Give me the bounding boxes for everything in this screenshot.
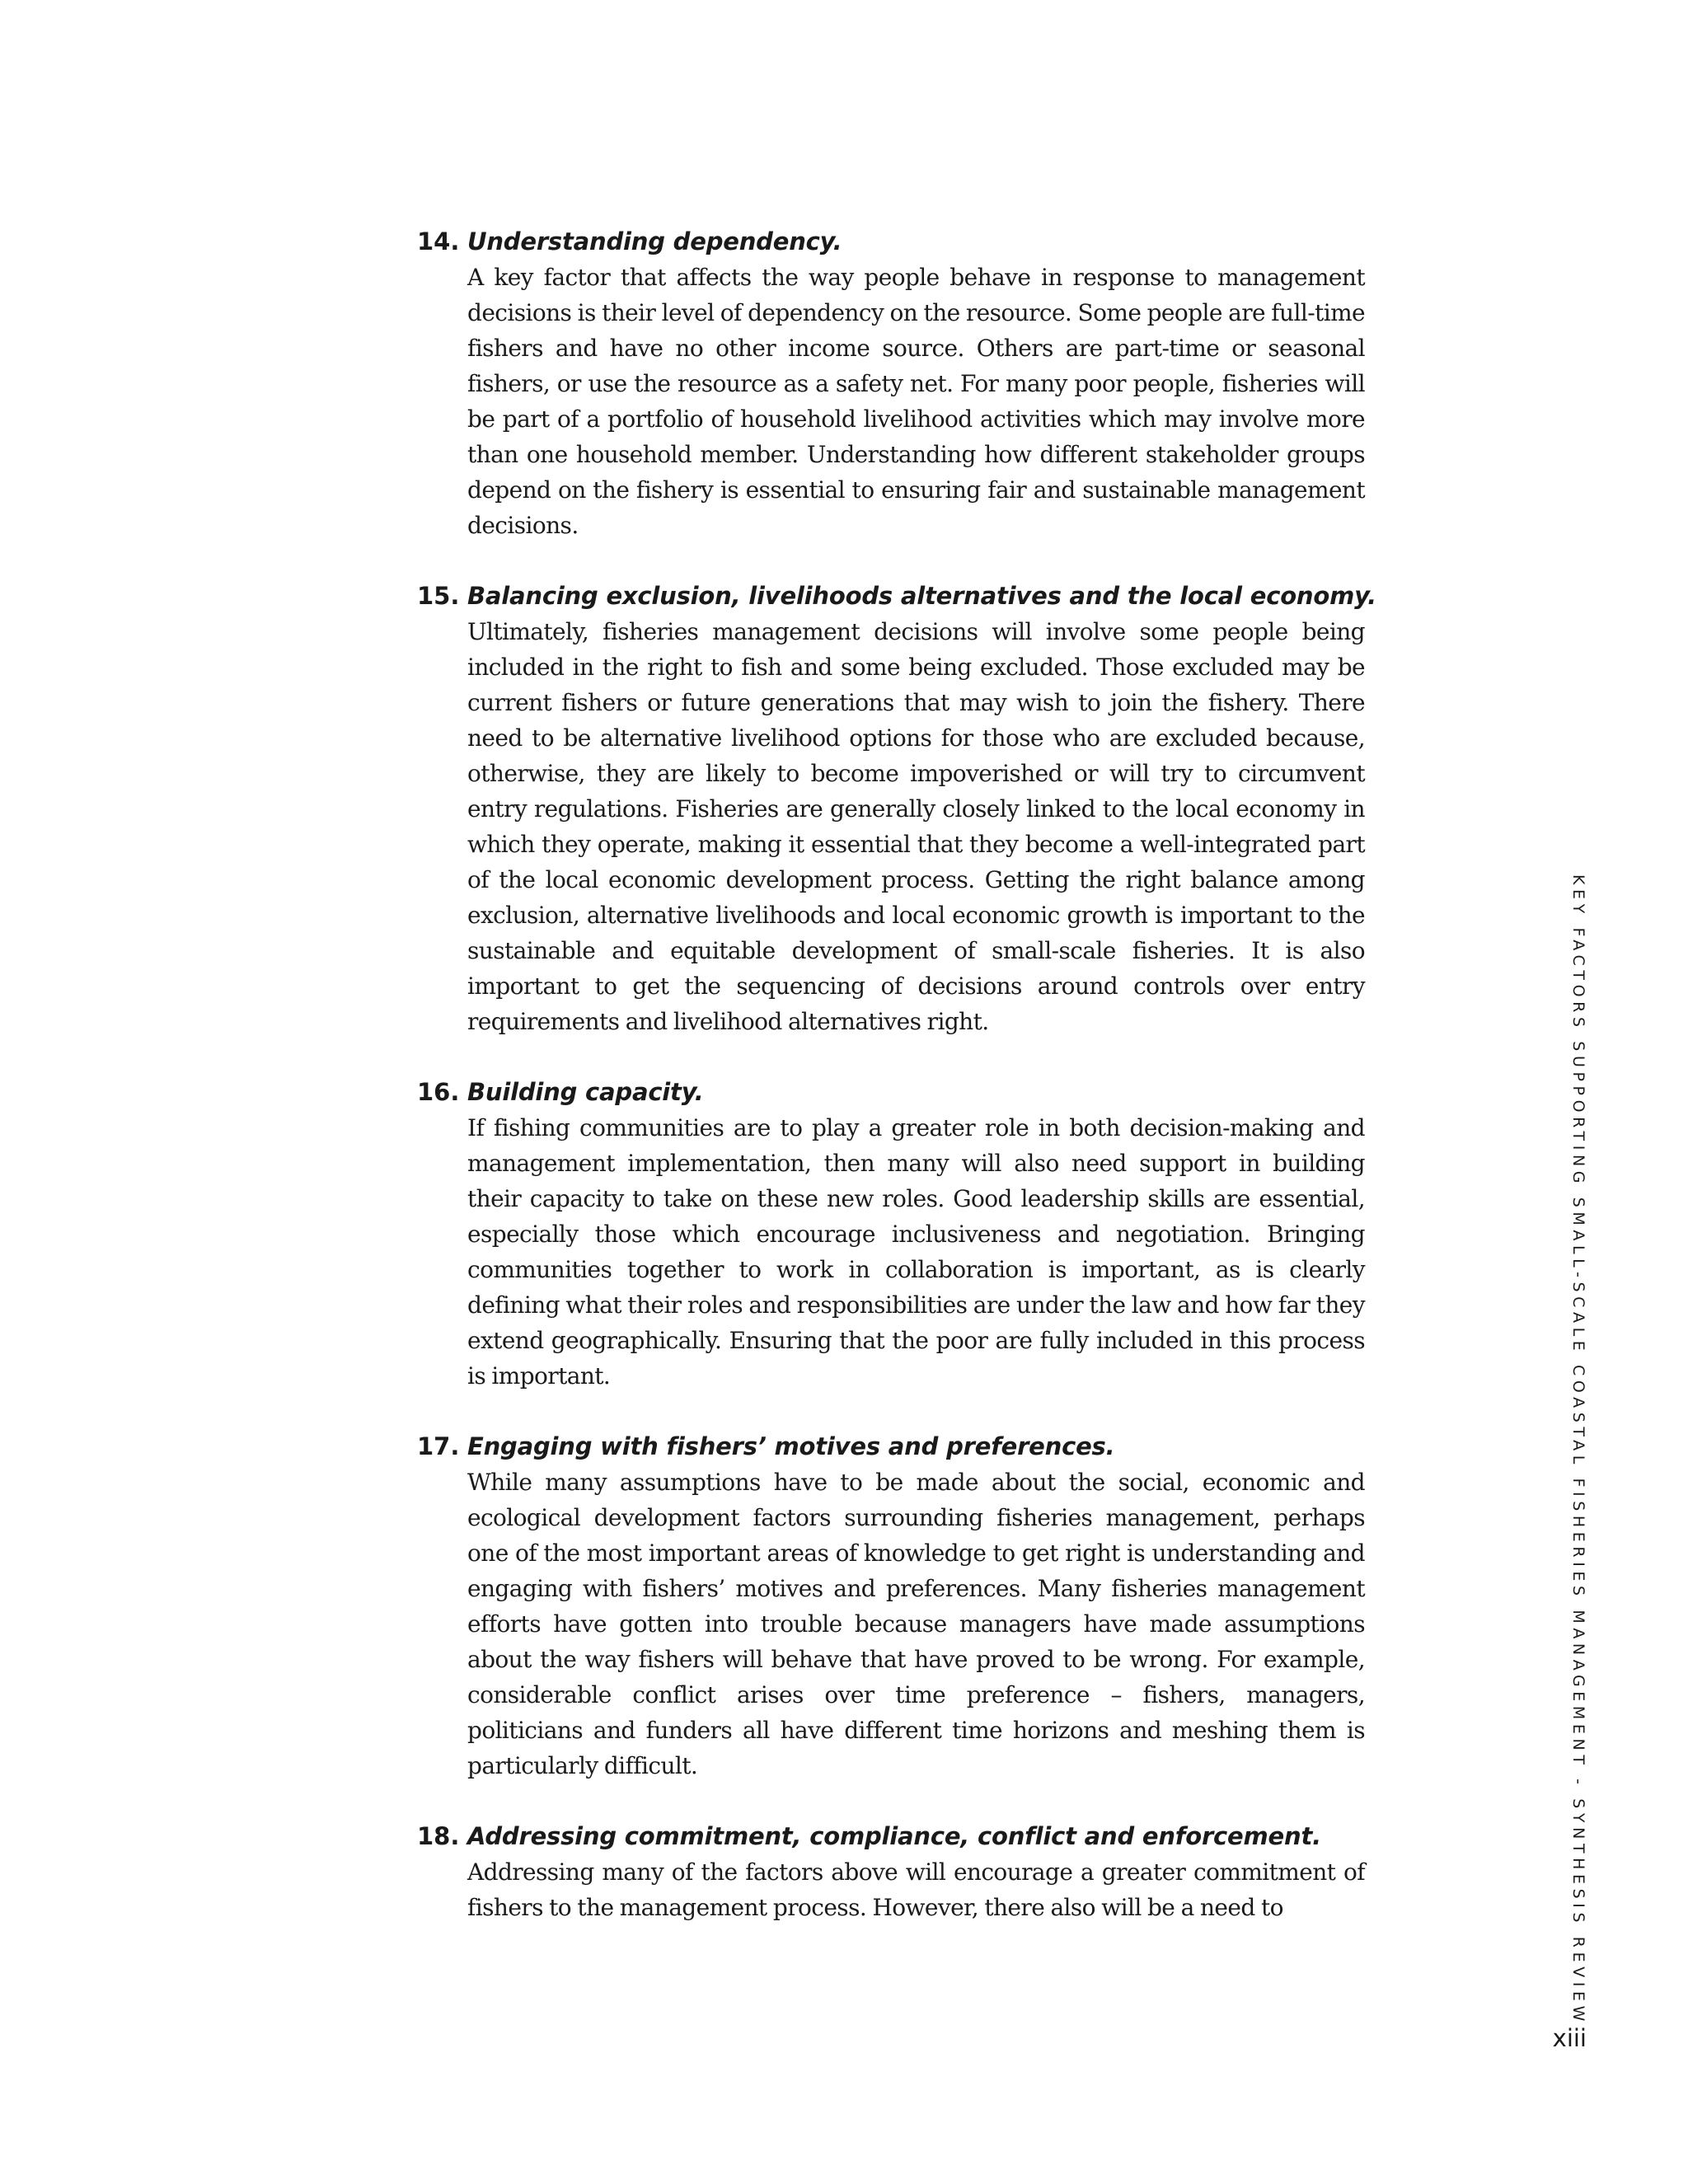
item-number: 14. [417, 227, 460, 255]
item-heading [417, 579, 1376, 614]
item-body: Addressing many of the factors above will encourage a greater commitment of fishers to the management process. However, there also will be a need to [467, 1858, 1365, 1921]
running-header-text: KEY FACTORS SUPPORTING SMALL-SCALE COASTAL FISHERIES MANAGEMENT - SYNTHESIS REVIEW [1569, 874, 1587, 2027]
item-title: Balancing exclusion, livelihoods alternatives and the local economy. [467, 582, 1376, 610]
list-item [417, 579, 1376, 1039]
item-body: Ultimately, fisheries management decisions will involve some people being included in the right to fish and some being excluded. Those excluded may be current fishers or future generations that may wish to join the fishery. There need to be alternative livelihood options for those who are excluded because, otherwise, they are likely to become impoverished or will try to circumvent entry regulations. Fisheries are generally closely linked to the local economy in which they operate, making it essential that they become a well-integrated part of the local economic development process. Getting the right balance among exclusion, alternative livelihoods and local economic growth is important to the sustainable and equitable development of small-scale fisheries. It is also important to get the sequencing of decisions around controls over entry requirements and livelihood alternatives right. [467, 618, 1365, 1035]
item-body: While many assumptions have to be made about the social, economic and ecological development factors surrounding fisheries management, perhaps one of the most important areas of knowledge to get right is understanding and engaging with fishers’ motives and preferences. Many fisheries management efforts have gotten into trouble because managers have made assumptions about the way fishers will behave that have proved to be wrong. For example, considerable conflict arises over time preference – fishers, managers, politicians and funders all have different time horizons and meshing them is particularly difficult. [467, 1469, 1365, 1779]
list-item [417, 224, 1365, 543]
item-number: 17. [417, 1432, 460, 1460]
list-item [417, 1075, 1365, 1394]
item-number: 18. [417, 1822, 460, 1850]
page-number: xiii [1552, 2024, 1587, 2052]
item-heading [417, 1819, 1365, 1854]
running-header-sidebar [1567, 874, 1590, 2027]
item-heading [417, 1429, 1365, 1465]
item-title: Understanding dependency. [467, 227, 842, 255]
item-number: 15. [417, 582, 460, 610]
item-title: Building capacity. [467, 1078, 704, 1106]
item-title: Addressing commitment, compliance, conflict and enforcement. [467, 1822, 1321, 1850]
item-number: 16. [417, 1078, 460, 1106]
page-content [417, 224, 1376, 1961]
list-item [417, 1819, 1365, 1925]
item-title: Engaging with fishers’ motives and preferences. [467, 1432, 1115, 1460]
list-item [417, 1429, 1365, 1783]
item-body: A key factor that affects the way people behave in response to management decisions is their level of dependency on the resource. Some people are full-time fishers and have no other income source. Others are part-time or seasonal fishers, or use the resource as a safety net. For many poor people, fisheries will be part of a portfolio of household livelihood activities which may involve more than one household member. Understanding how different stakeholder groups depend on the fishery is essential to ensuring fair and sustainable management decisions. [467, 264, 1365, 539]
item-heading [417, 1075, 1365, 1110]
item-heading [417, 224, 1365, 260]
item-body: If fishing communities are to play a greater role in both decision-making and management implementation, then many will also need support in building their capacity to take on these new roles. Good leadership skills are essential, especially those which encourage inclusiveness and negotiation. Bringing communities together to work in collaboration is important, as is clearly defining what their roles and responsibilities are under the law and how far they extend geographically. Ensuring that the poor are fully included in this process is important. [467, 1114, 1365, 1390]
